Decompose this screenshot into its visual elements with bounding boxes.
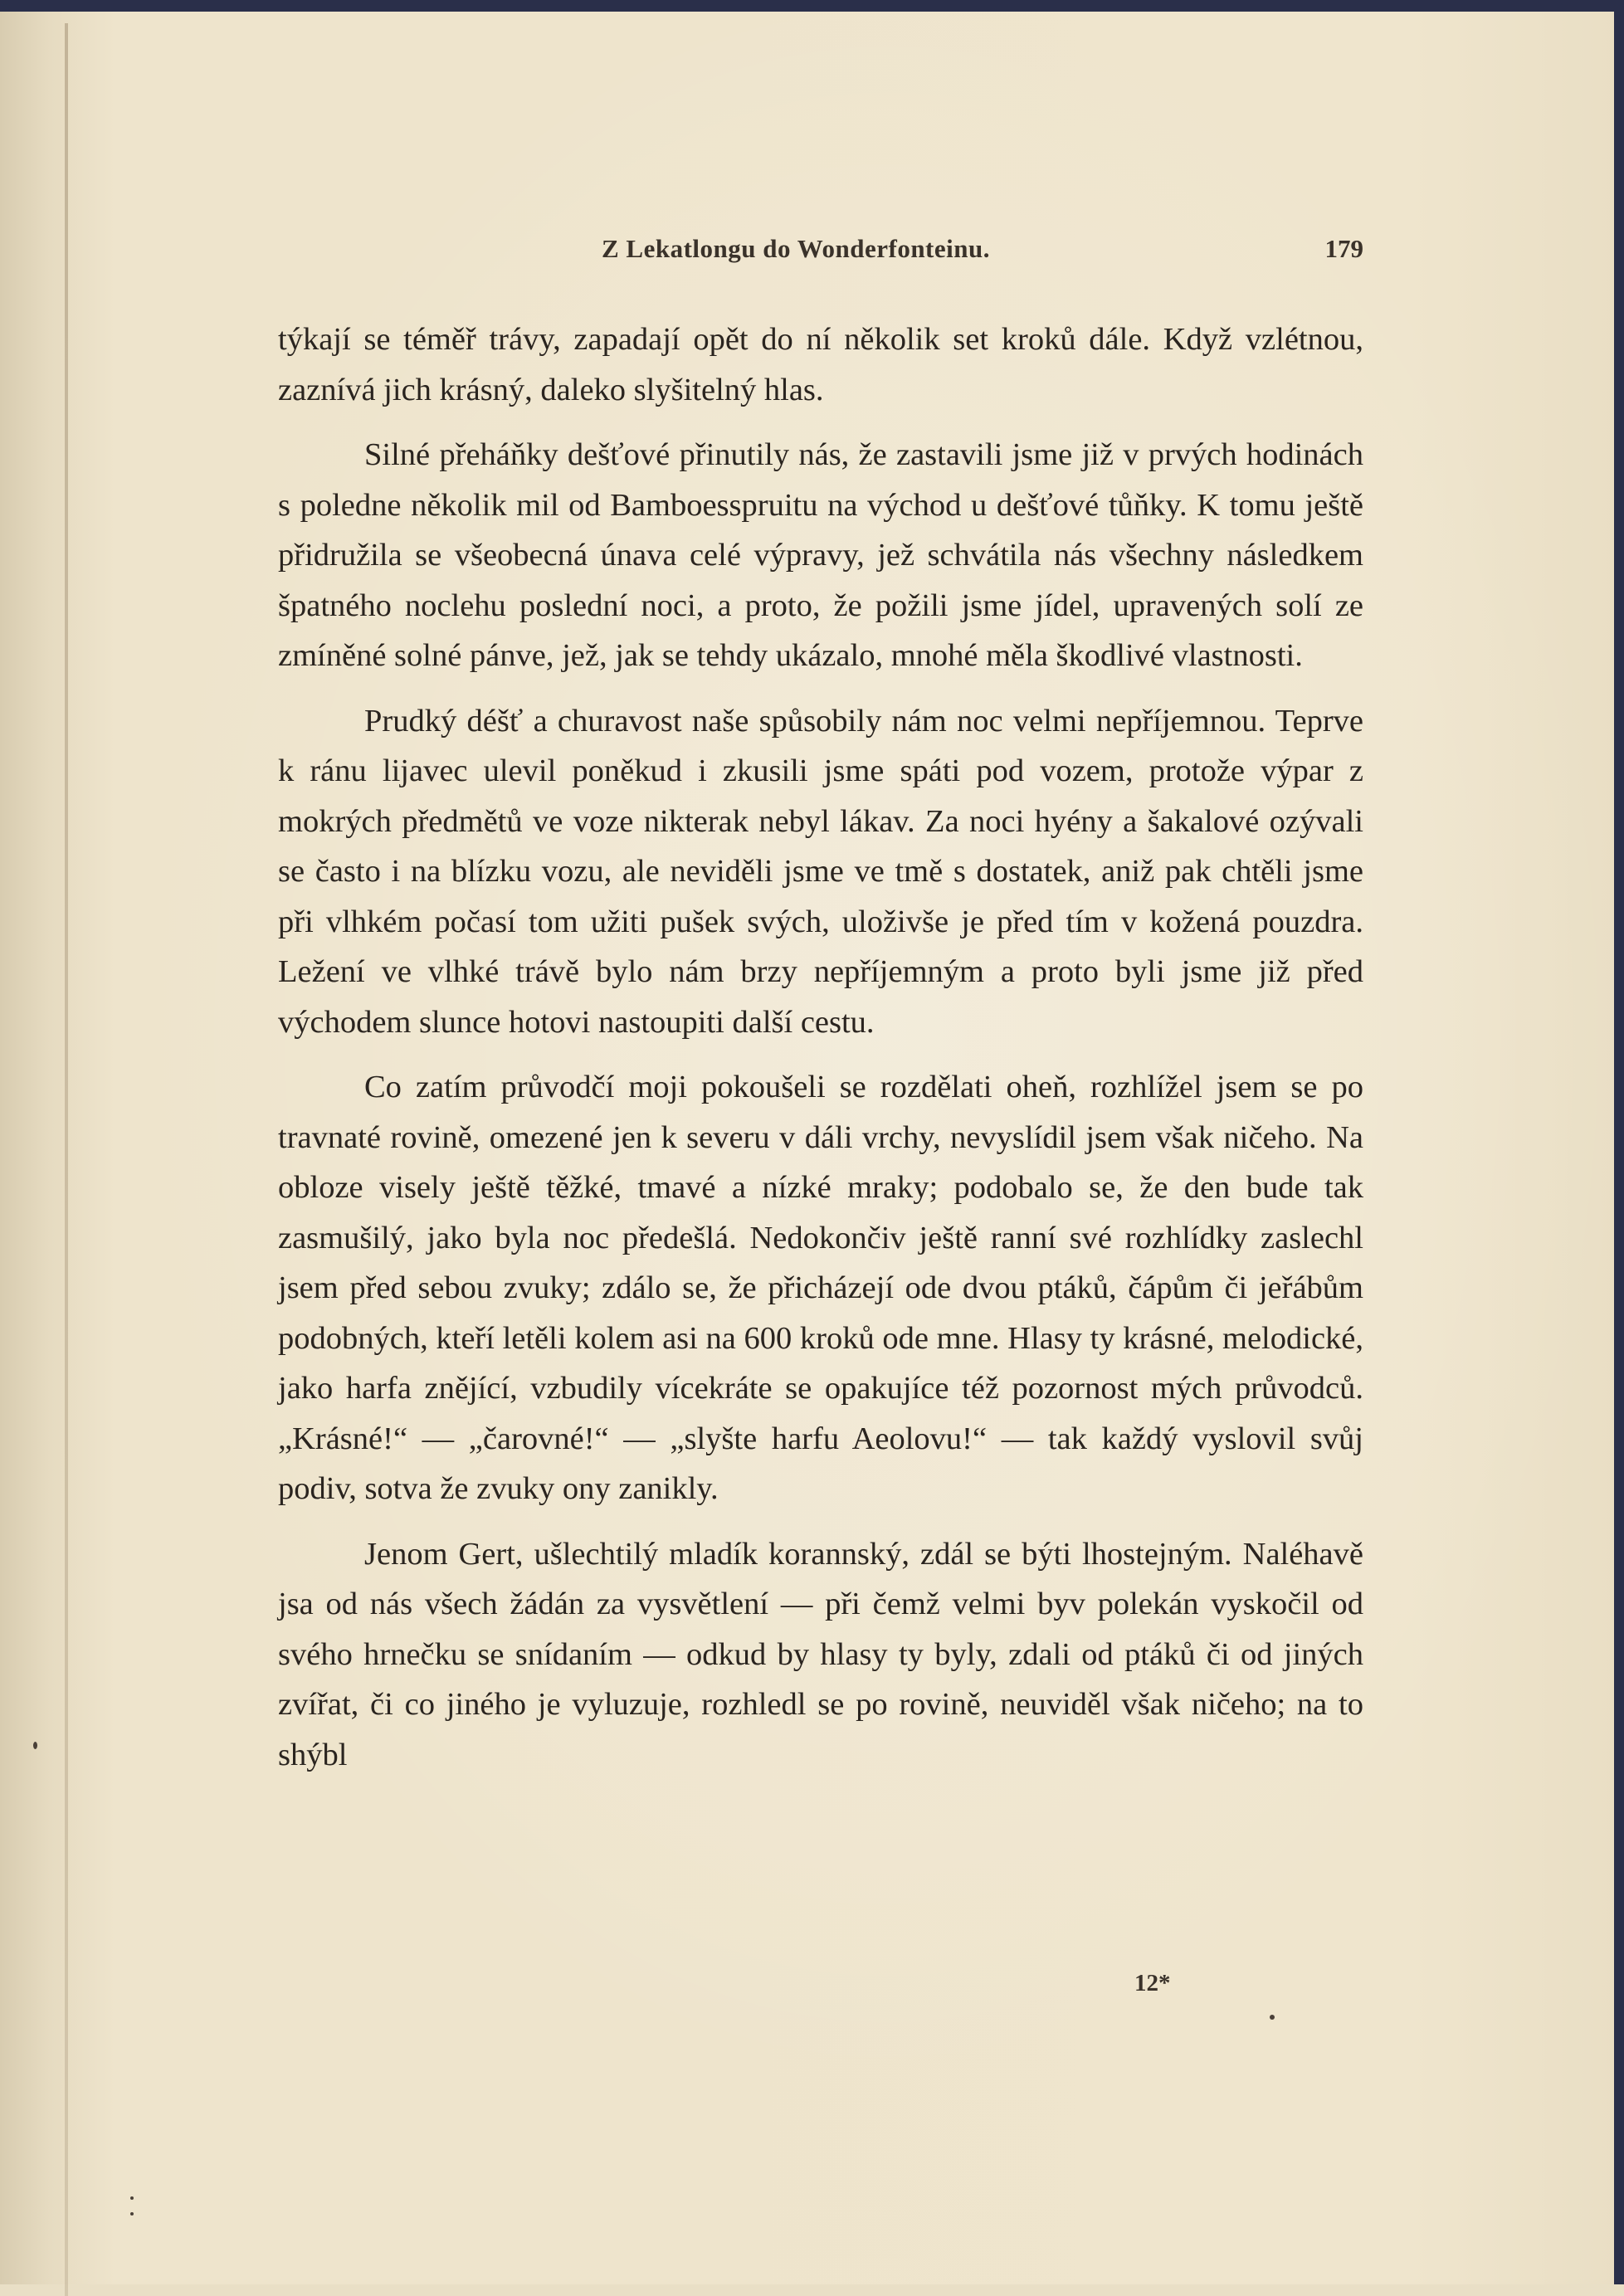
paragraph-2: Silné přeháňky dešťové přinutily nás, že zastavili jsme již v prvých hodinách s poledne několik mil od Bamboesspruitu na východ u dešťové tůňky. K tomu ještě přidružila se všeobecná únava celé výpravy, jež schvátila nás všechny následkem špatného noclehu poslední noci, a proto, že požili jsme jídel, upravených solí ze zmíněné solné pánve, jež, jak se tehdy ukázalo, mnohé měla škodlivé vlastnosti.: [278, 437, 1363, 673]
paragraph-4: Co zatím průvodčí moji pokoušeli se rozdělati oheň, rozhlížel jsem se po travnaté rovině, omezené jen k severu v dáli vrchy, nevyslídil jsem však ničeho. Na obloze visely ještě těžké, tmavé a nízké mraky; podobalo se, že den bude tak zasmušilý, jako byla noc předešlá. Nedokončiv ještě ranní své rozhlídky zaslechl jsem před sebou zvuky; zdálo se, že přicházejí ode dvou ptáků, čápům či jeřábům podobných, kteří letěli kolem asi na 600 kroků ode mne. Hlasy ty krásné, melodické, jako harfa znějící, vzbudily vícekráte se opakujíce též pozornost mých průvodců. „Krásné!“ — „čarovné!“ — „slyšte harfu Aeolovu!“ — tak každý vyslovil svůj podiv, sotva že zvuky ony zanikly.: [278, 1070, 1363, 1506]
paragraph-5: Jenom Gert, ušlechtilý mladík korannský, zdál se býti lhostejným. Naléhavě jsa od nás všech žádán za vysvětlení — při čemž velmi byv polekán vyskočil od svého hrnečku se snídaním — odkud by hlasy ty byly, zdali od ptáků či od jiných zvířat, či co jiného je vyluzuje, rozhledl se po rovině, neuviděl však ničeho; na to shýbl: [278, 1536, 1363, 1772]
signature-mark: 12*: [1134, 1970, 1171, 1996]
speck-mark: [33, 1742, 37, 1749]
page-header: [278, 234, 1363, 284]
speck-mark: [130, 2196, 134, 2200]
paragraph-3: Prudký déšť a churavost naše spůsobily nám noc velmi nepříjemnou. Teprve k ránu lijavec ulevil poněkud i zkusili jsme spáti pod vozem, protože výpar z mokrých předmětů ve voze nikterak nebyl lákav. Za noci hyény a šakalové ozývali se často i na blízku vozu, ale neviděli jsme ve tmě s dostatek, aniž pak chtěli jsme při vlhkém počasí tom užiti pušek svých, uloživše je před tím v kožená pouzdra. Ležení ve vlhké trávě bylo nám brzy nepříjemným a proto byli jsme již před východem slunce hotovi nastoupiti další cestu.: [278, 703, 1363, 1040]
speck-mark: [1270, 2015, 1275, 2020]
running-title: Z Lekatlongu do Wonderfonteinu.: [602, 234, 990, 263]
page-number: 179: [1324, 234, 1363, 263]
binding-gutter: [65, 23, 68, 2296]
speck-mark: [130, 2212, 134, 2216]
body-text: [278, 314, 1363, 1795]
paragraph-1: týkají se téměř trávy, zapadají opět do ní několik set kroků dále. Když vzlétnou, zaznívá jich krásný, daleko slyšitelný hlas.: [278, 322, 1363, 407]
